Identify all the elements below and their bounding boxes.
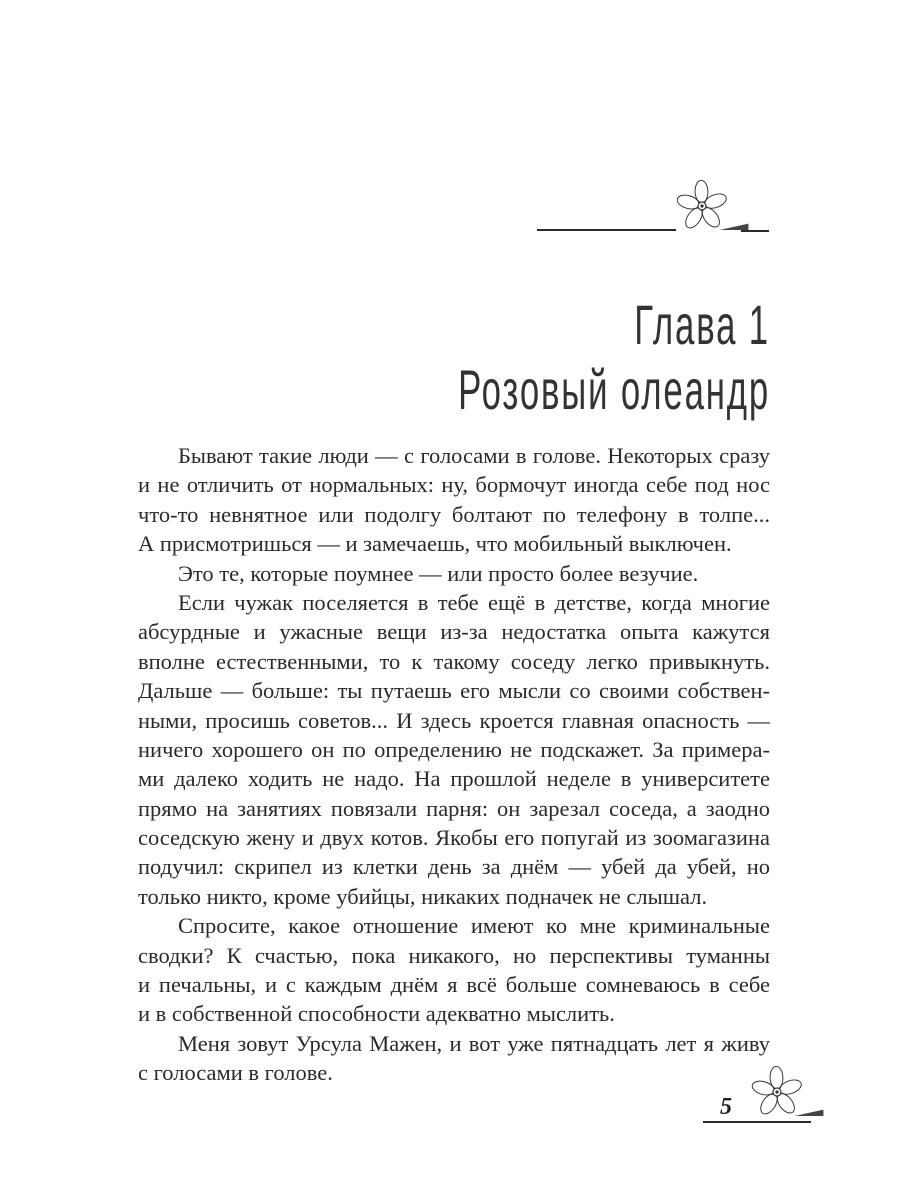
- chapter-body: [138, 441, 770, 1088]
- text-line: и печальны, и с каждым днём я всё больше сомневаюсь в себе: [138, 972, 770, 998]
- header-rule-left: [537, 229, 676, 231]
- text-line: ными, просишь советов... И здесь кроется главная опасность —: [138, 707, 770, 733]
- page-number: 5: [720, 1094, 732, 1120]
- text-line: прямо на занятиях повязали парня: он зарезал соседа, а заодно: [138, 795, 770, 821]
- flower-icon: [670, 180, 750, 240]
- text-line: соседскую жену и двух котов. Якобы его попугай из зоомагазина: [138, 825, 770, 851]
- text-line: что-то невнятное или подолгу болтают по телефону в толпе...: [138, 501, 770, 527]
- chapter-title: Розовый олеандр: [458, 358, 770, 421]
- text-line: и не отличить от нормальных: ну, бормочут иногда себе под нос: [138, 472, 770, 498]
- text-line: Если чужак поселяется в тебе ещё в детстве, когда многие: [178, 589, 770, 615]
- footer-rule: [703, 1121, 811, 1123]
- text-line: Это те, которые поумнее — или просто более везучие.: [178, 560, 699, 586]
- text-line: вполне естественными, то к такому соседу легко привыкнуть.: [138, 648, 770, 674]
- text-line: только никто, кроме убийцы, никаких подначек не слышал.: [138, 883, 708, 909]
- flower-icon: [745, 1066, 825, 1126]
- text-line: Спросите, какое отношение имеют ко мне криминальные: [178, 913, 770, 939]
- text-line: Меня зовут Урсула Мажен, и вот уже пятнадцать лет я живу: [178, 1030, 770, 1056]
- text-line: Дальше — больше: ты путаешь его мысли со своими собствен-: [138, 678, 770, 704]
- text-line: с голосами в голове.: [138, 1060, 333, 1086]
- text-line: ничего хорошего он по определению не подскажет. За примера-: [138, 736, 770, 762]
- text-line: А присмотришься — и замечаешь, что мобильный выключен.: [138, 531, 732, 557]
- text-line: Бывают такие люди — с голосами в голове. Некоторых сразу: [178, 443, 770, 468]
- text-line: ми далеко ходить не надо. На прошлой неделе в университете: [138, 766, 770, 792]
- header-rule-right: [741, 230, 769, 232]
- text-line: подучил: скрипел из клетки день за днём — убей да убей, но: [138, 854, 770, 880]
- text-line: абсурдные и ужасные вещи из-за недостатка опыта кажутся: [138, 619, 770, 645]
- text-line: сводки? К счастью, пока никакого, но перспективы туманны: [138, 942, 770, 968]
- text-line: и в собственной способности адекватно мыслить.: [138, 1001, 615, 1027]
- chapter-number: Глава 1: [634, 293, 770, 356]
